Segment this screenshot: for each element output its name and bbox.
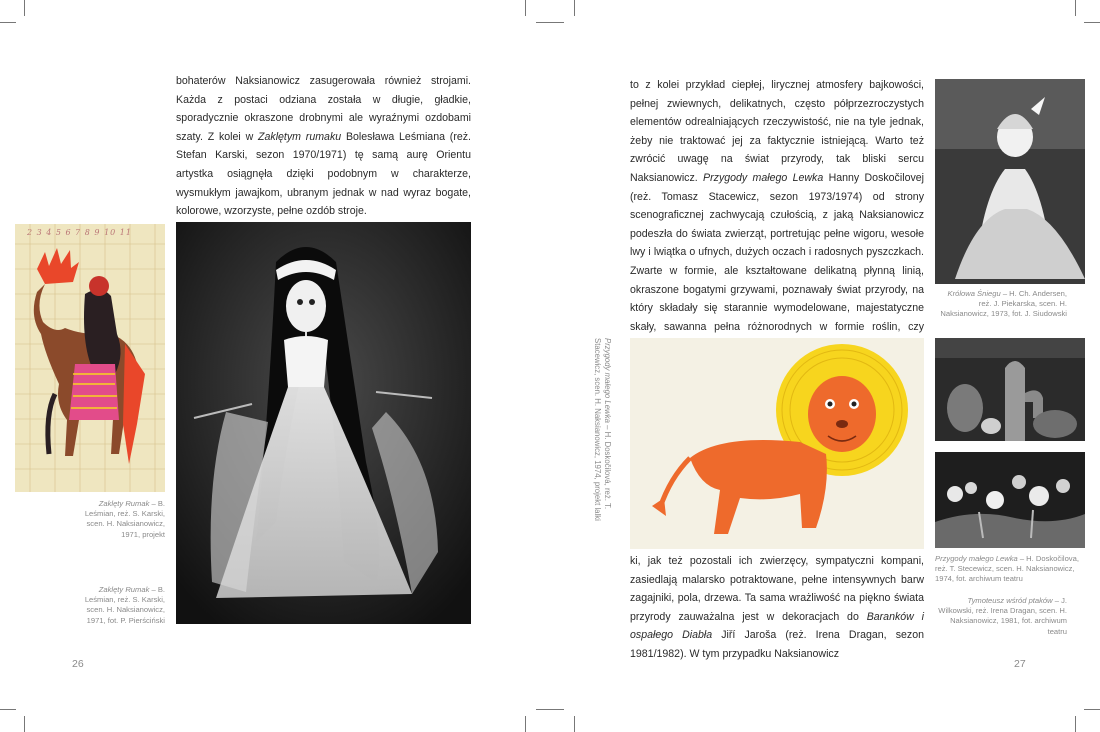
crop-mark [1075,0,1076,16]
crop-mark [0,709,16,710]
tymoteusz-stage-photo [935,452,1085,548]
zaklety-rumak-photo [176,222,471,624]
crop-mark [574,0,575,16]
sketch-ruler-digits: 2 3 4 5 6 7 8 9 10 11 [27,228,132,237]
caption-lewka-foto: Przygody małego Lewka – H. Doskočilova, reż. T. Stecewicz, scen. H. Naksianowicz, 1974, fot. archiwum teatru [935,554,1079,584]
crop-mark [525,0,526,16]
crop-mark [525,716,526,732]
caption-zaklety-rumak-projekt: Zaklęty Rumak – B. Leśmian, reż. S. Karski, scen. H. Naksianowicz, 1971, projekt [84,499,165,539]
crop-mark [1075,716,1076,732]
right-body-text-bottom: ki, jak też pozostali ich zwierzęcy, sympatyczni kompani, zasiedlają malarsko potraktowane, pełne intensywnych barw zagajniki, pola, drzewa. Ta sama wrażliwość na piękno świata przyrody zauważalna jest w dekoracjach do Baranków i ospałego Diabła Jiří Jaroša (reż. Irena Dragan, sezon 1981/1982). W tym przypadku Naksianowicz [630,555,924,660]
caption-zaklety-rumak-foto: Zaklęty Rumak – B. Leśmian, reż. S. Karski, scen. H. Naksianowicz, 1971, fot. P. Pierściński [84,585,165,625]
page-number-left: 26 [72,658,84,670]
right-body-text-top: to z kolei przykład ciepłej, lirycznej atmosfery bajkowości, pełnej zwiewnych, delikatnych, często półprzezroczystych elementów odrealniających rzeczywistość, nie na tyle jednak, żeby nie traktować jej za faktycznie istniejącą. Warto też zwrócić uwagę na świat przyrody, tak bliski sercu Naksianowicz. Przygody małego Lewka Hanny Doskočilovej (reż. Tomasz Stacewicz, sezon 1973/1974) od strony scenograficznej zachwycają czułością, z jaką Naksianowicz podeszła do świata zwierząt, portretując pełne wigoru, wesołe lwy i lwiątka o ufnych, dużych oczach i radosnych pyszczkach. Zwarte w formie, ale kształtowane delikatną płynną linią, okraszone bogatymi grzywami, poznawały świat przyrody, na który składały się starannie wymodelowane, majestatyczne skały, sawanna pełna różnorodnych w formie roślin, czy [630,79,924,333]
lewek-stage-photo [935,338,1085,441]
left-body-text: bohaterów Naksianowicz zasugerowała również strojami. Każda z postaci odziana została w długie, gładkie, sporadycznie okraszone drobnymi ale wyraźnymi ozdobami szaty. Z kolei w Zaklętym rumaku Bolesława Leśmiana (reż. Stefan Karski, sezon 1970/1971) tę samą aurę Orientu artystka osiągnęła dzięki podobnym w charakterze, wysmukłym jawajkom, ubranym jednak w nad wyraz bogate, kolorowe, wzorzyste, pełne ozdób stroje. [176,75,471,218]
zaklety-rumak-sketch [15,224,165,492]
crop-mark [1084,22,1100,23]
caption-tymoteusz-foto: Tymoteusz wśród ptaków – J. Wilkowski, reż. Irena Dragan, scen. H. Naksianowicz, 1981, fot. archiwum teatru [938,596,1067,636]
crop-mark [24,0,25,16]
page-number-right: 27 [1014,658,1026,670]
krolowa-sniegu-photo [935,79,1085,284]
lewek-illustration [630,338,924,549]
caption-krolowa-sniegu: Królowa Śniegu – H. Ch. Andersen, reż. J. Piekarska, scen. H. Naksianowicz, 1973, fot. J. Siudowski [940,289,1067,319]
crop-mark [1084,709,1100,710]
crop-mark [536,22,564,23]
crop-mark [574,716,575,732]
caption-lewka-projekt-vertical: Przygody małego Lewka – H. Doskočilová, reż. T. Stacewicz, scen. H. Naksianowicz, 1974, projekt lalki [593,338,612,521]
crop-mark [536,709,564,710]
crop-mark [0,22,16,23]
crop-mark [24,716,25,732]
